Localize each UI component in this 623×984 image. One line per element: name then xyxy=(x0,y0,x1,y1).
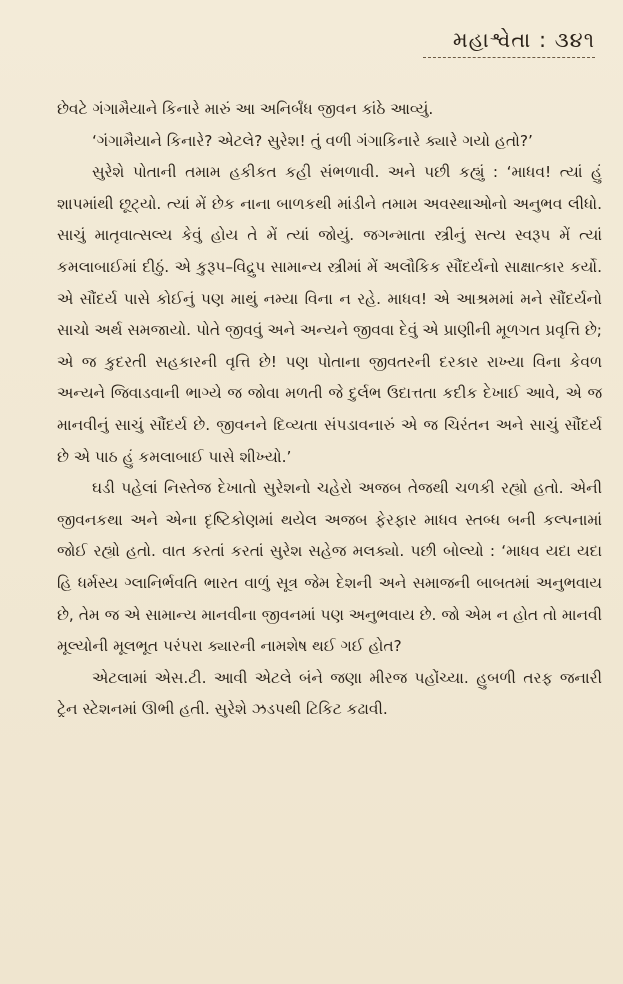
running-head: મહાશ્વેતા : ૩૪૧ xyxy=(452,28,595,52)
paragraph-3: સુરેશે પોતાની તમામ હકીકત કહી સંભળાવી. અને પછી કહ્યું : ‘માધવ! ત્યાં હું શાપમાંથી છૂટ્યો. ત્યાં મેં છેક નાના બાળકથી માંડીને તમામ અવસ્થાઓનો અનુભવ લીધો. સાચું માતૃવાત્સલ્ય કેવું હોય તે મેં ત્યાં જોયું. જગન્માતા સ્ત્રીનું સત્ય સ્વરૂપ મેં ત્યાં કમલાબાઈમાં દીઠું. એ કુરૂપ–વિદ્રુપ સામાન્ય સ્ત્રીમાં મેં અલૌકિક સૌંદર્યનો સાક્ષાત્કાર કર્યો. એ સૌંદર્ય પાસે કોઈનું પણ માથું નમ્યા વિના ન રહે. માધવ! એ આશ્રમમાં મને સૌંદર્યનો સાચો અર્થ સમજાયો. પોતે જીવવું અને અન્યને જીવવા દેવું એ પ્રાણીની મૂળગત પ્રવૃત્તિ છે; એ જ કુદરતી સહકારની વૃત્તિ છે! પણ પોતાના જીવતરની દરકાર રાખ્યા વિના કેવળ અન્યને જિવાડવાની ભાગ્યે જ જોવા મળતી જે દુર્લભ ઉદાત્તતા કદીક દેખાઈ આવે, એ જ માનવીનું સાચું સૌંદર્ય છે. જીવનને દિવ્યતા સંપડાવનારું એ જ ચિરંતન અને સાચું સૌંદર્ય છે એ પાઠ હું કમલાબાઈ પાસે શીખ્યો.’ xyxy=(57,163,602,466)
header-underline xyxy=(423,57,595,58)
paragraph-1: છેવટે ગંગામૈયાને કિનારે મારું આ અનિર્બંધ જીવન કાંઠે આવ્યું. xyxy=(57,100,434,118)
page-header xyxy=(423,28,595,58)
paragraph-2: ‘ગંગામૈયાને કિનારે? એટલે? સુરેશ! તું વળી ગંગાકિનારે ક્યારે ગયો હતો?’ xyxy=(92,131,533,150)
paragraph-5: એટલામાં એસ.ટી. આવી એટલે બંને જણા મીરજ પહોંચ્યા. હુબળી તરફ જનારી ટ્રેન સ્ટેશનમાં ઊભી હતી. સુરેશે ઝડપથી ટિકિટ કઢાવી. xyxy=(57,668,602,719)
paragraph-4: ઘડી પહેલાં નિસ્તેજ દેખાતો સુરેશનો ચહેરો અજબ તેજથી ચળકી રહ્યો હતો. એની જીવનકથા અને એના દૃષ્ટિકોણમાં થયેલ અજબ ફેરફાર માધવ સ્તબ્ધ બની કલ્પનામાં જોઈ રહ્યો હતો. વાત કરતાં કરતાં સુરેશ સહેજ મલક્યો. પછી બોલ્યો : ‘માધવ યદા યદા હિ ધર્મસ્ય ગ્લાનિર્ભવતિ ભારત વાળું સૂત્ર જેમ દેશની અને સમાજની બાબતમાં અનુભવાય છે, તેમ જ એ સામાન્ય માનવીના જીવનમાં પણ અનુભવાય છે. જો એમ ન હોત તો માનવી મૂલ્યોની મૂલભૂત પરંપરા ક્યારની નામશેષ થઈ ગઈ હોત? xyxy=(57,479,602,656)
page-body xyxy=(57,94,602,726)
